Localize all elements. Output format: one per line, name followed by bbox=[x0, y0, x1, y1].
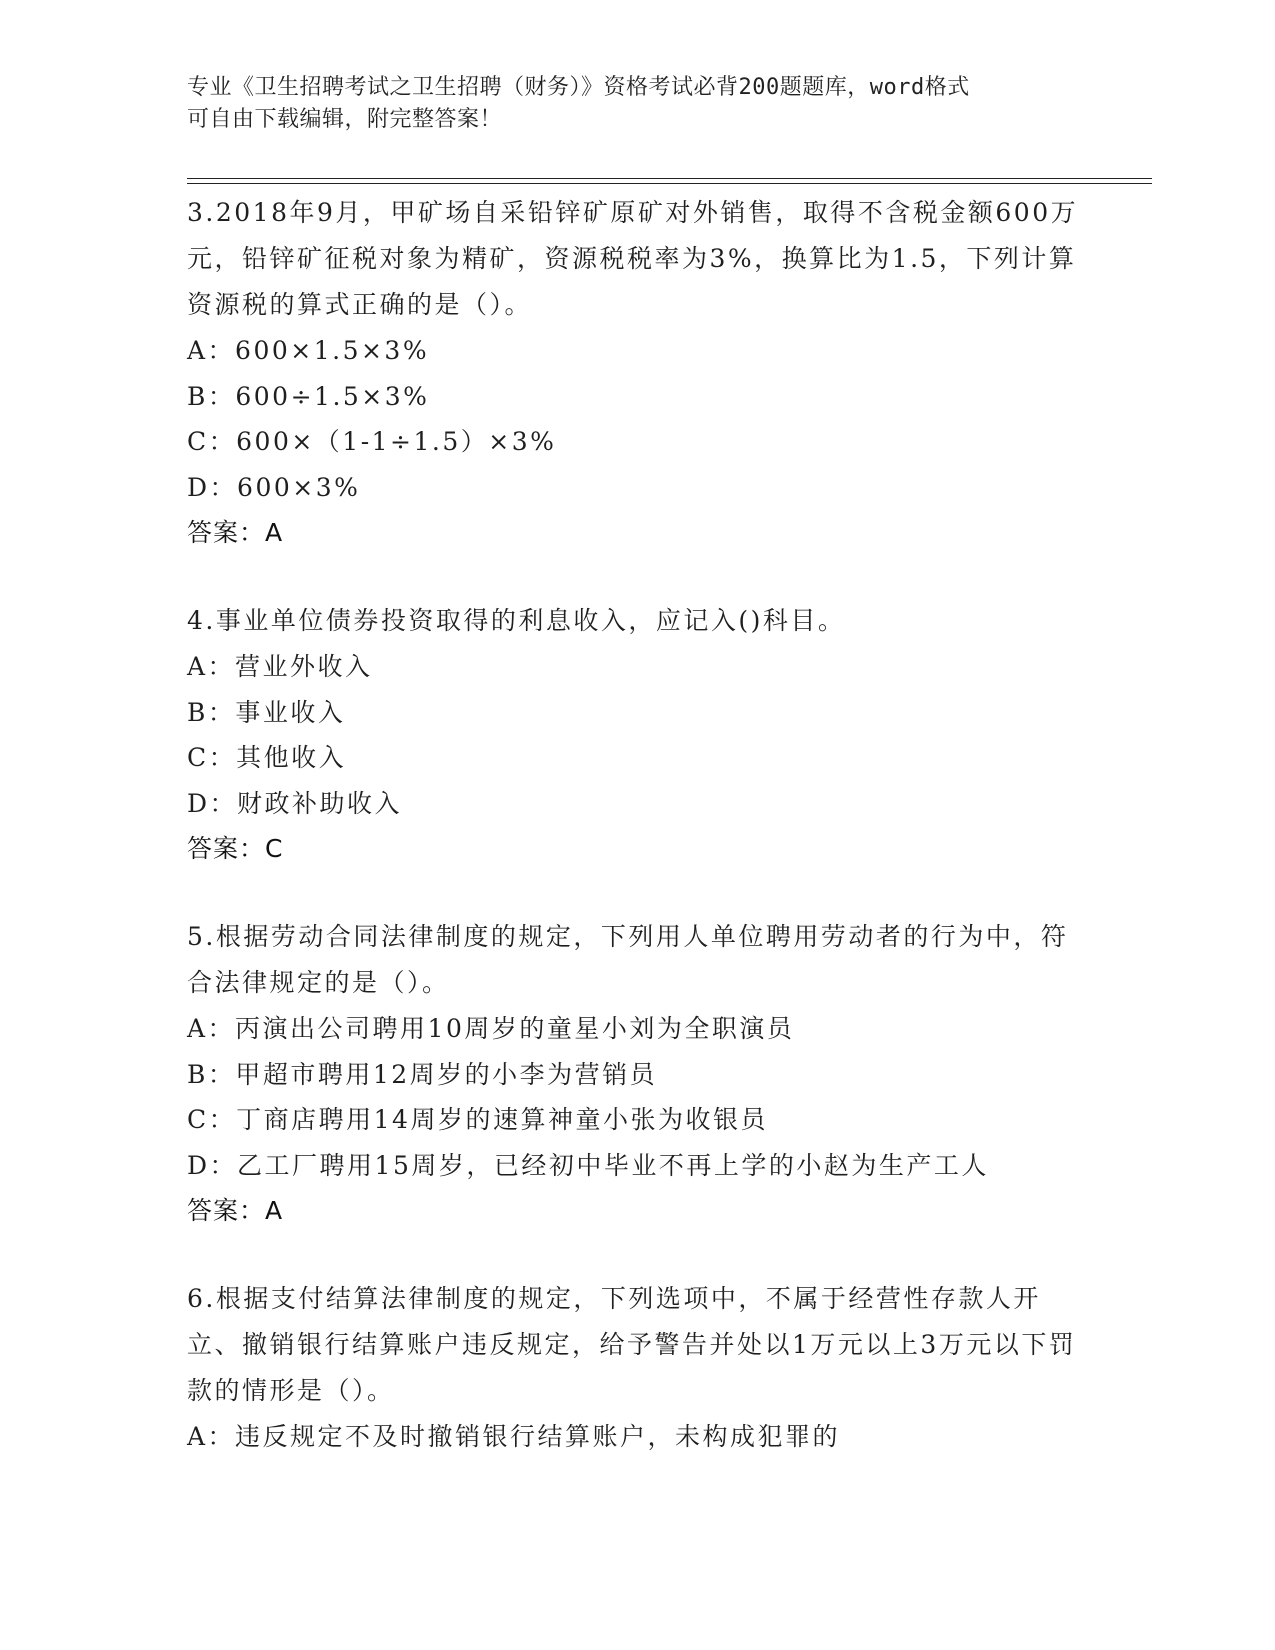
question-text: 5.根据劳动合同法律制度的规定，下列用人单位聘用劳动者的行为中，符合法律规定的是（）。 bbox=[187, 922, 1069, 997]
option-c: C：600×（1-1÷1.5）×3% bbox=[187, 427, 557, 456]
option-d: D：财政补助收入 bbox=[187, 788, 403, 818]
question-4 bbox=[187, 598, 1087, 872]
option-b: B：甲超市聘用12周岁的小李为营销员 bbox=[187, 1059, 658, 1089]
question-text: 4.事业单位债券投资取得的利息收入，应记入()科目。 bbox=[187, 606, 846, 635]
option-b: B：600÷1.5×3% bbox=[187, 381, 430, 411]
option-a: A：违反规定不及时撤销银行结算账户，未构成犯罪的 bbox=[187, 1422, 841, 1451]
question-text: 6.根据支付结算法律制度的规定，下列选项中，不属于经营性存款人开立、撤销银行结算账户违反规定，给予警告并处以1万元以上3万元以下罚款的情形是（）。 bbox=[187, 1284, 1077, 1405]
option-c: C：其他收入 bbox=[187, 743, 347, 772]
option-a: A：600×1.5×3% bbox=[187, 336, 430, 365]
header-line-1: 专业《卫生招聘考试之卫生招聘（财务）》资格考试必背200题题库，word格式 bbox=[187, 75, 970, 100]
question-5 bbox=[187, 914, 1087, 1234]
question-list bbox=[187, 190, 1087, 1502]
answer-text: 答案：A bbox=[187, 1196, 284, 1225]
header-divider-top bbox=[187, 178, 1152, 179]
option-a: A：丙演出公司聘用10周岁的童星小刘为全职演员 bbox=[187, 1014, 795, 1043]
question-6 bbox=[187, 1276, 1087, 1460]
answer-text: 答案：A bbox=[187, 518, 284, 547]
question-text: 3.2018年9月，甲矿场自采铅锌矿原矿对外销售，取得不含税金额600万元，铅锌矿征税对象为精矿，资源税税率为3%，换算比为1.5，下列计算资源税的算式正确的是（）。 bbox=[187, 198, 1079, 319]
option-a: A：营业外收入 bbox=[187, 652, 373, 681]
option-c: C：丁商店聘用14周岁的速算神童小张为收银员 bbox=[187, 1105, 768, 1134]
answer-text: 答案：C bbox=[187, 834, 284, 863]
option-d: D：600×3% bbox=[187, 472, 361, 502]
option-d: D：乙工厂聘用15周岁，已经初中毕业不再上学的小赵为生产工人 bbox=[187, 1150, 989, 1180]
document-header bbox=[187, 72, 1067, 136]
header-line-2: 可自由下载编辑，附完整答案！ bbox=[187, 107, 503, 132]
header-divider-bottom bbox=[187, 183, 1152, 184]
question-3 bbox=[187, 190, 1087, 556]
option-b: B：事业收入 bbox=[187, 697, 346, 727]
